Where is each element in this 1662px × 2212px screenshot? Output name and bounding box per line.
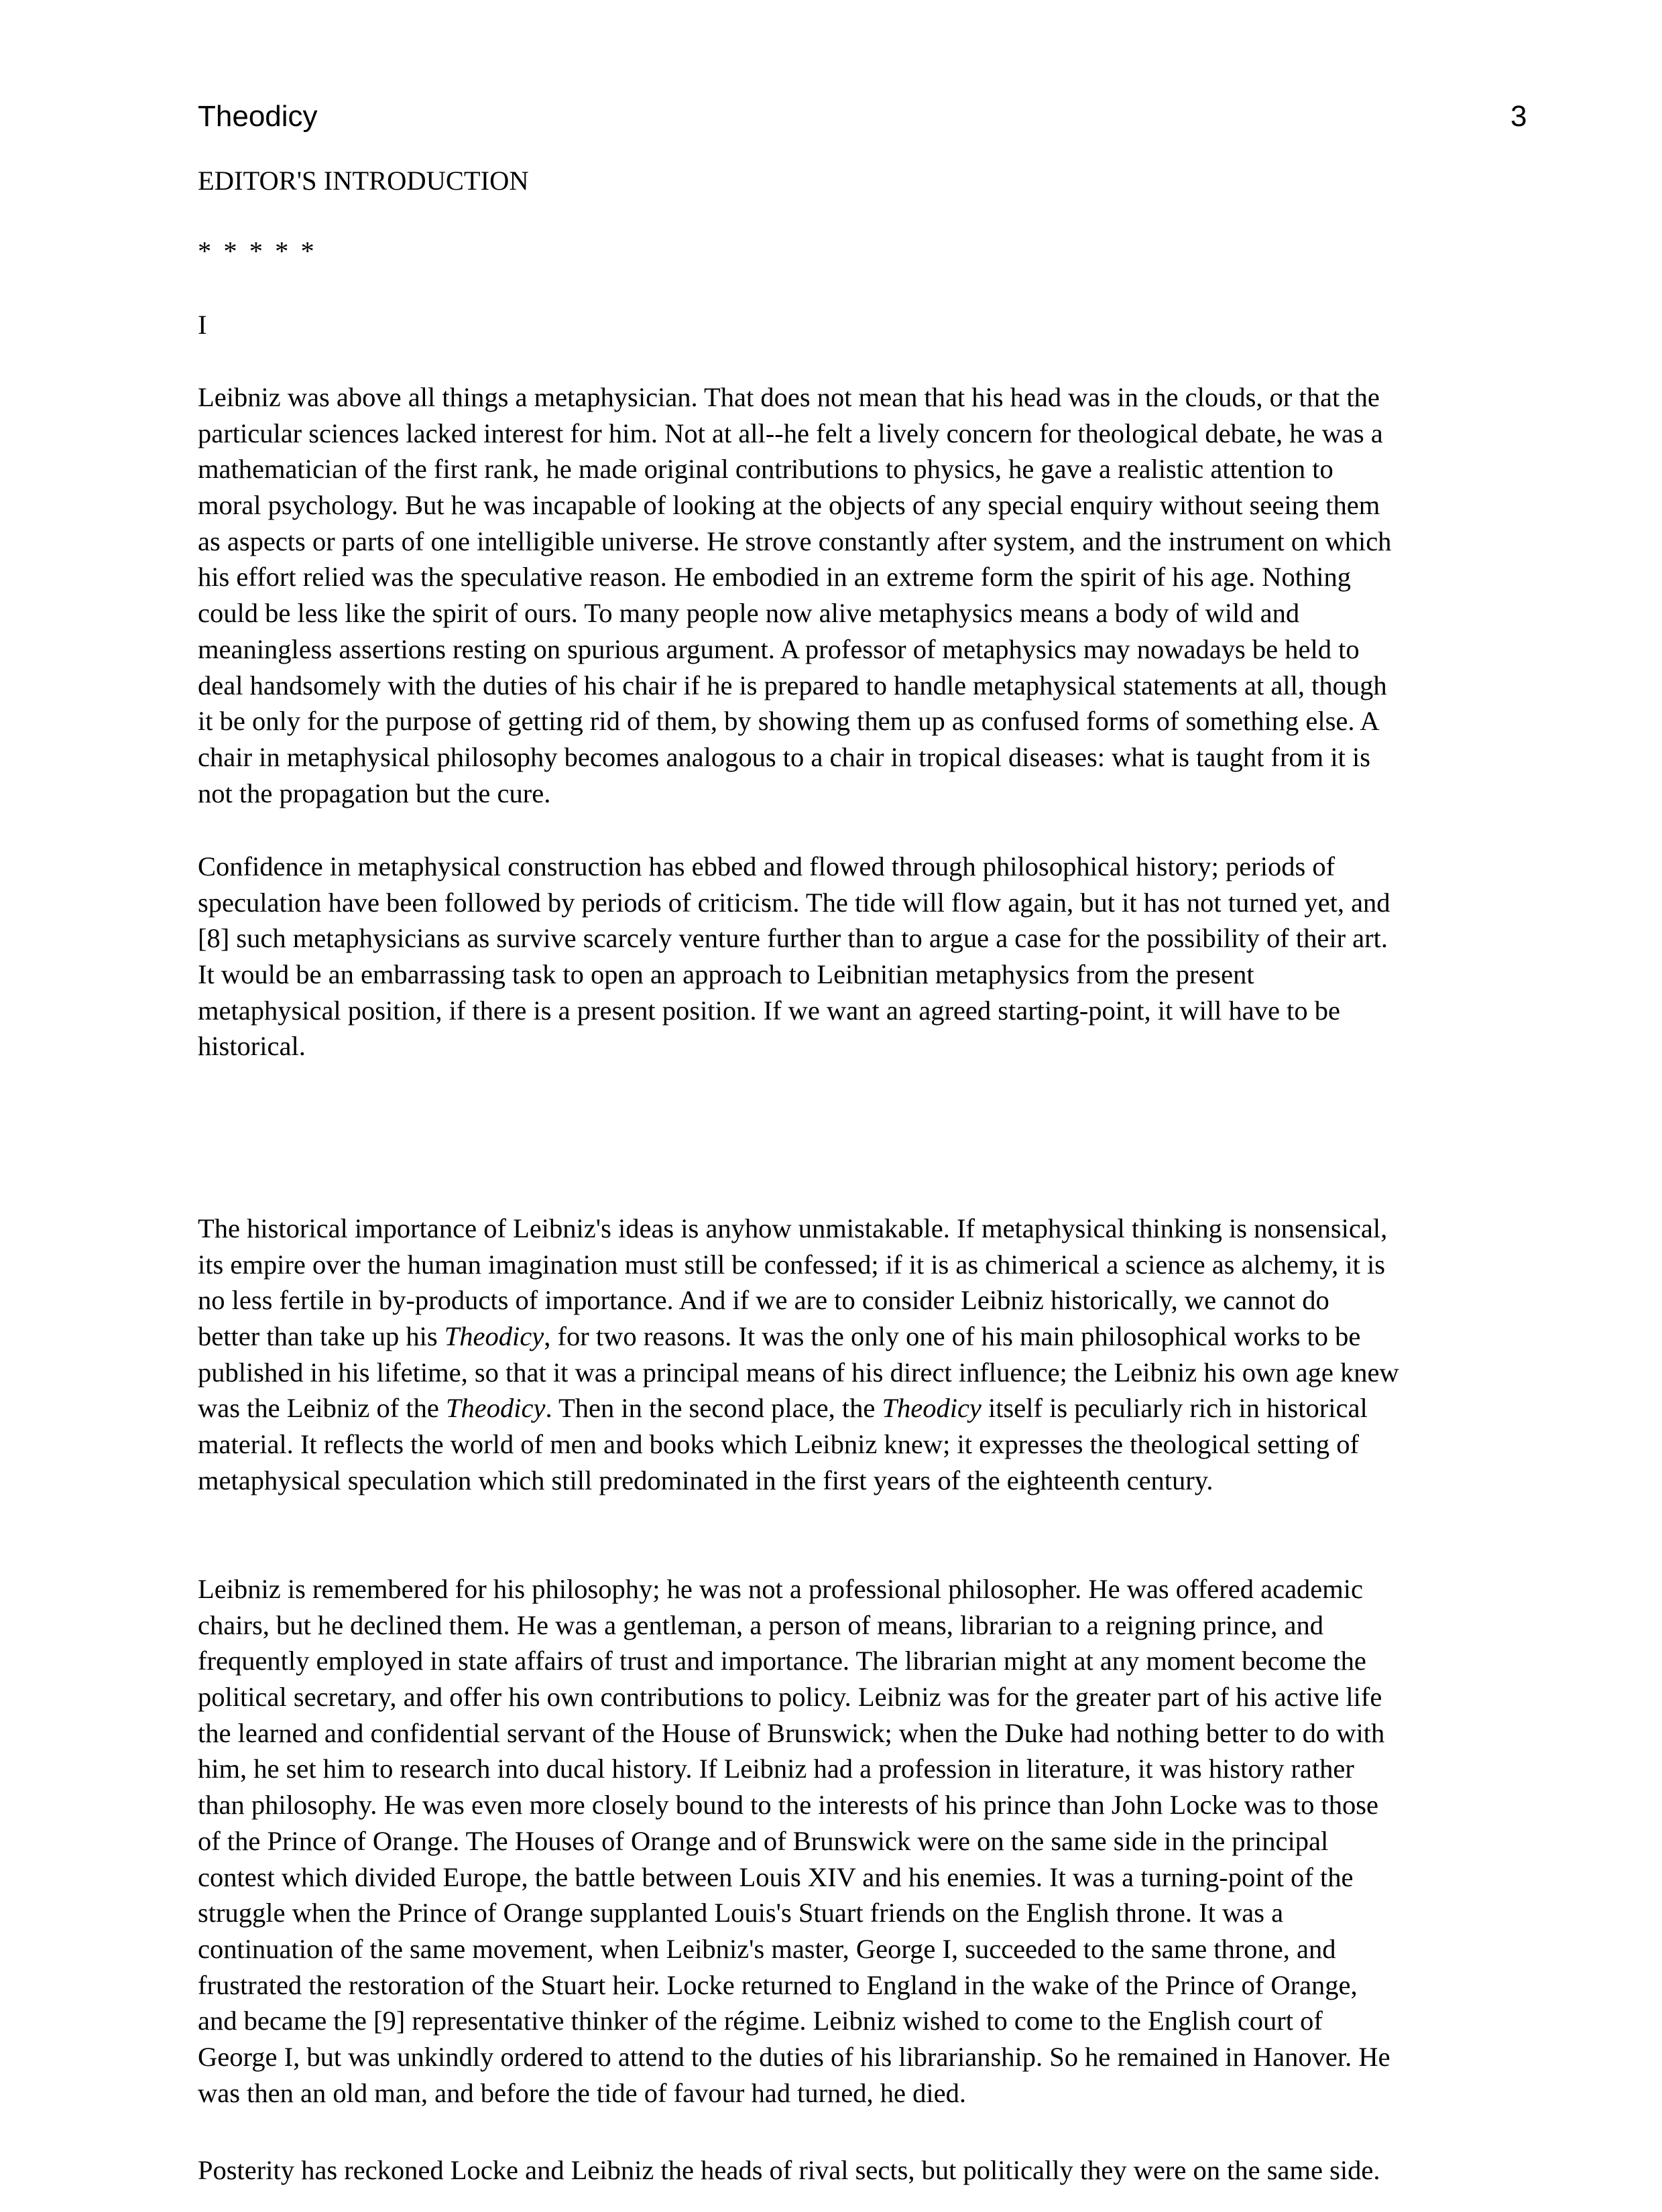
text-line: material. It reflects the world of men and books which Leibniz knew; it expresses the theological setting of [198,1429,1359,1460]
text-line: mathematician of the first rank, he made original contributions to physics, he gave a realistic attention to [198,454,1333,485]
text-line: chairs, but he declined them. He was a gentleman, a person of means, librarian to a reigning prince, and [198,1609,1324,1640]
text-line: frequently employed in state affairs of trust and importance. The librarian might at any moment become the [198,1646,1366,1676]
text-line: speculation have been followed by periods of criticism. The tide will flow again, but it has not turned yet, and [198,887,1390,918]
text-line: him, he set him to research into ducal history. If Leibniz had a profession in literature, it was history rather [198,1754,1354,1784]
book-title-italic: Theodicy [444,1321,544,1352]
text-line: than philosophy. He was even more closely bound to the interests of his prince than John Locke was to those [198,1790,1378,1821]
text-line: his effort relied was the speculative reason. He embodied in an extreme form the spirit of his age. Nothing [198,562,1351,593]
page-number: 3 [1510,100,1527,133]
text-line: Leibniz is remembered for his philosophy; he was not a professional philosopher. He was offered academic [198,1574,1363,1604]
section-heading: EDITOR'S INTRODUCTION [198,166,529,196]
text-line: continuation of the same movement, when Leibniz's master, George I, succeeded to the same throne, and [198,1933,1336,1964]
text-line: no less fertile in by-products of importance. And if we are to consider Leibniz historically, we cannot do [198,1285,1329,1316]
text-line: was then an old man, and before the tide of favour had turned, he died. [198,2077,966,2108]
text-line: Posterity has reckoned Locke and Leibniz the heads of rival sects, but politically they were on the same side. [198,2155,1380,2185]
text-line: historical. [198,1031,306,1062]
text-line: The historical importance of Leibniz's ideas is anyhow unmistakable. If metaphysical thinking is nonsensical, [198,1213,1388,1243]
paragraph [198,1571,1390,2111]
separator-stars: * * * * * [198,236,317,266]
document-page [198,99,1532,2185]
text-line: frustrated the restoration of the Stuart heir. Locke returned to England in the wake of the Prince of Orange, [198,1969,1358,2000]
text-line: [8] such metaphysicians as survive scarcely venture further than to argue a case for the possibility of their art. [198,923,1388,954]
text-line: metaphysical position, if there is a present position. If we want an agreed starting-point, it will have to be [198,995,1340,1026]
text-line: published in his lifetime, so that it was a principal means of his direct influence; the Leibniz his own age knew [198,1357,1399,1388]
text-line: deal handsomely with the duties of his chair if he is prepared to handle metaphysical statements at all, though [198,670,1387,700]
text-line: meaningless assertions resting on spurious argument. A professor of metaphysics may nowadays be held to [198,633,1360,664]
text-line: as aspects or parts of one intelligible universe. He strove constantly after system, and the instrument on which [198,526,1392,556]
text-line: its empire over the human imagination must still be confessed; if it is as chimerical a science as alchemy, it is [198,1249,1386,1280]
paragraph [198,1211,1399,1499]
text-line: particular sciences lacked interest for him. Not at all--he felt a lively concern for theological debate, he was a [198,418,1383,448]
running-title: Theodicy [198,100,318,133]
text-line: struggle when the Prince of Orange supplanted Louis's Stuart friends on the English throne. It was a [198,1898,1284,1928]
text-line: moral psychology. But he was incapable of looking at the objects of any special enquiry without seeing them [198,490,1380,521]
text-line: of the Prince of Orange. The Houses of Orange and of Brunswick were on the same side in the principal [198,1825,1329,1856]
text-line: It would be an embarrassing task to open an approach to Leibnitian metaphysics from the present [198,959,1254,990]
text-line: it be only for the purpose of getting rid of them, by showing them up as confused forms of something else. A [198,706,1380,737]
text-line: could be less like the spirit of ours. To many people now alive metaphysics means a body of wild and [198,598,1300,629]
paragraph [198,2152,1380,2189]
text-line: metaphysical speculation which still predominated in the first years of the eighteenth century. [198,1465,1213,1495]
book-title-italic: Theodicy [882,1393,982,1424]
running-header [198,99,1532,139]
text-line: the learned and confidential servant of the House of Brunswick; when the Duke had nothing better to do with [198,1717,1385,1748]
text-line: Confidence in metaphysical construction has ebbed and flowed through philosophical history; periods of [198,851,1335,881]
book-title-italic: Theodicy [446,1393,546,1424]
section-number: I [198,310,207,340]
text-line: and became the [9] representative thinker of the régime. Leibniz wished to come to the English court of [198,2006,1323,2036]
text-line: George I, but was unkindly ordered to attend to the duties of his librarianship. So he remained in Hanover. He [198,2041,1390,2072]
text-line: Leibniz was above all things a metaphysician. That does not mean that his head was in the clouds, or that the [198,382,1380,412]
paragraph [198,379,1391,811]
paragraph [198,849,1390,1064]
text-line: political secretary, and offer his own contributions to policy. Leibniz was for the greater part of his active life [198,1682,1382,1713]
text-line: contest which divided Europe, the battle between Louis XIV and his enemies. It was a turning-point of the [198,1861,1354,1892]
text-line: chair in metaphysical philosophy becomes analogous to a chair in tropical diseases: what is taught from it is [198,741,1370,772]
text-line: better than take up his Theodicy, for two reasons. It was the only one of his main philosophical works to be [198,1321,1361,1352]
text-line: not the propagation but the cure. [198,778,551,808]
text-line: was the Leibniz of the Theodicy. Then in the second place, the Theodicy itself is peculiarly rich in historical [198,1393,1368,1424]
